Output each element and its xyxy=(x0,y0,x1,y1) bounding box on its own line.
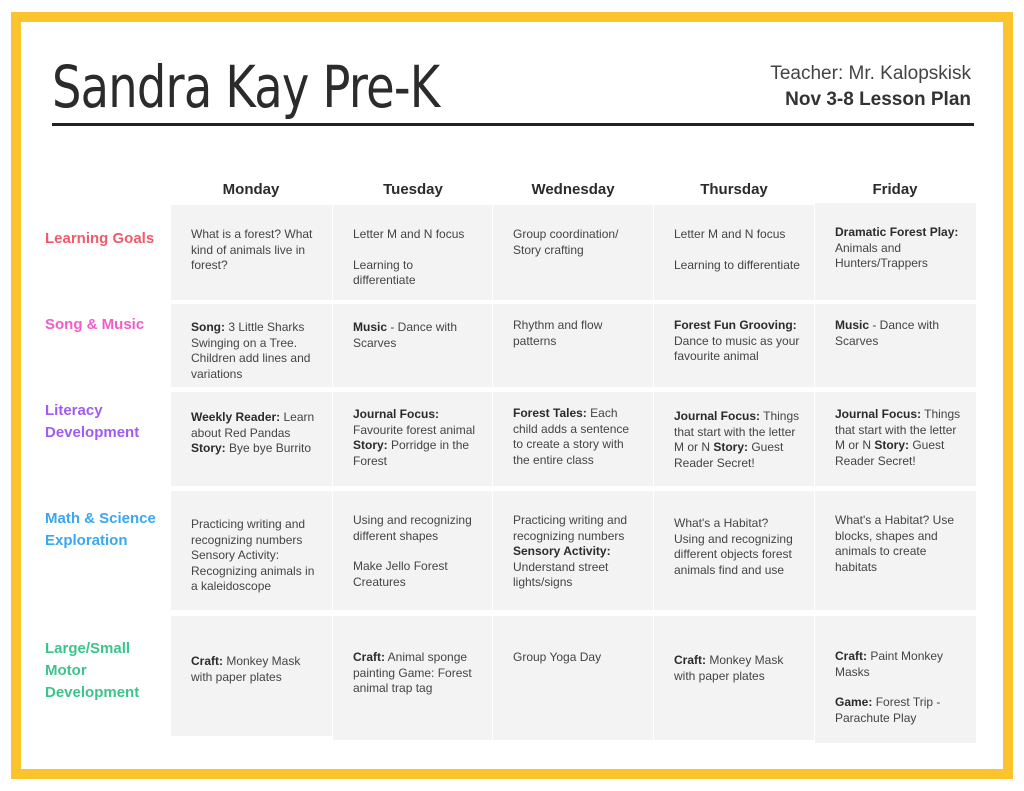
cell-text: Letter M and N focus xyxy=(674,227,786,241)
cell-text: Guest Reader Secret! xyxy=(674,440,784,470)
cell-paragraph xyxy=(191,227,318,274)
cell-text: What's a Habitat? Using and recognizing different objects forest animals find and use xyxy=(674,516,793,577)
cell-bold-label: Craft: xyxy=(674,653,706,667)
day-header-wednesday: Wednesday xyxy=(531,181,615,198)
cell-paragraph xyxy=(674,318,800,365)
row-label-song-music: Song & Music xyxy=(45,316,145,333)
cell-text: Porridge in the Forest xyxy=(353,438,470,468)
cell-math-science-thursday xyxy=(654,491,814,610)
cell-text: Make Jello Forest Creatures xyxy=(353,559,448,589)
cell-paragraph xyxy=(191,517,318,595)
row-label-motor-development: Large/Small Motor Development xyxy=(45,640,140,701)
day-header-friday: Friday xyxy=(872,181,918,198)
cell-bold-label: Song: xyxy=(191,320,225,334)
cell-paragraph xyxy=(353,513,478,544)
teacher-name: Teacher: Mr. Kalopskisk xyxy=(770,63,971,84)
cell-paragraph xyxy=(513,227,639,258)
cell-math-science-tuesday xyxy=(333,491,492,610)
cell-paragraph xyxy=(835,225,962,272)
cell-paragraph xyxy=(835,695,962,726)
cell-paragraph xyxy=(353,227,478,243)
cell-literacy-wednesday xyxy=(493,392,653,486)
cell-bold-label: Forest Fun Grooving: xyxy=(674,318,797,332)
cell-paragraph xyxy=(353,407,478,469)
cell-bold-label: Craft: xyxy=(835,649,867,663)
cell-text: What is a forest? What kind of animals live in forest? xyxy=(191,227,313,272)
cell-song-music-tuesday xyxy=(333,304,492,387)
cell-bold-label: Journal Focus: xyxy=(674,409,761,423)
row-label-learning-goals: Learning Goals xyxy=(45,230,155,247)
cell-motor-tuesday xyxy=(333,616,492,740)
cell-text: Practicing writing and recognizing numbers xyxy=(513,513,628,543)
cell-paragraph xyxy=(191,410,318,457)
cell-motor-friday xyxy=(815,616,976,743)
cell-paragraph xyxy=(674,653,800,684)
cell-paragraph xyxy=(513,650,639,666)
cell-paragraph xyxy=(674,409,800,471)
cell-text: What's a Habitat? Use blocks, shapes and animals to create habitats xyxy=(835,513,955,574)
cell-paragraph xyxy=(353,258,478,289)
cell-paragraph xyxy=(353,650,478,697)
cell-paragraph xyxy=(835,407,962,469)
cell-bold-label: Journal Focus: xyxy=(835,407,922,421)
cell-bold-label: Story: xyxy=(713,440,749,454)
cell-paragraph xyxy=(674,516,800,578)
cell-paragraph xyxy=(513,406,639,468)
cell-song-music-monday xyxy=(171,304,332,387)
cell-text: Learn about Red Pandas xyxy=(191,410,315,440)
cell-text: Group Yoga Day xyxy=(513,650,602,664)
cell-paragraph xyxy=(835,513,962,575)
cell-text: Learning to differentiate xyxy=(674,257,800,272)
cell-motor-thursday xyxy=(654,616,814,740)
cell-bold-label: Craft: xyxy=(353,650,385,664)
cell-paragraph xyxy=(191,654,318,685)
cell-literacy-tuesday xyxy=(333,392,492,486)
page-title: Sandra Kay Pre-K xyxy=(52,53,440,121)
cell-text: - Dance with Scarves xyxy=(353,320,458,350)
cell-text: Group coordination/ Story crafting xyxy=(513,227,619,257)
cell-bold-label: Story: xyxy=(874,438,910,452)
cell-bold-label: Game: xyxy=(835,695,873,709)
cell-text: Letter M and N focus xyxy=(353,227,465,241)
cell-song-music-thursday xyxy=(654,304,814,387)
cell-math-science-wednesday xyxy=(493,491,653,610)
row-label-math-science-exploration: Math & Science Exploration xyxy=(45,510,156,549)
cell-bold-label: Dramatic Forest Play: xyxy=(835,225,959,239)
cell-bold-label: Story: xyxy=(353,438,388,452)
cell-text: Animals and Hunters/Trappers xyxy=(835,240,928,270)
cell-learning-goals-tuesday xyxy=(333,205,492,300)
cell-song-music-wednesday xyxy=(493,304,653,387)
cell-paragraph xyxy=(513,513,639,591)
cell-text: Understand street lights/signs xyxy=(513,559,609,589)
cell-text: Using and recognizing different shapes xyxy=(353,513,472,543)
cell-literacy-thursday xyxy=(654,392,814,486)
cell-text: Dance to music as your favourite animal xyxy=(674,333,800,363)
cell-literacy-monday xyxy=(171,392,332,486)
header-divider xyxy=(52,123,974,126)
cell-paragraph xyxy=(674,258,800,274)
cell-text: Rhythm and flow patterns xyxy=(513,318,603,348)
cell-bold-label: Weekly Reader: xyxy=(191,410,281,424)
cell-text: Guest Reader Secret! xyxy=(835,438,945,468)
cell-text: 3 Little Sharks Swinging on a Tree. Children add lines and variations xyxy=(191,320,311,381)
cell-learning-goals-thursday xyxy=(654,205,814,300)
row-label-literacy-development: Literacy Development xyxy=(45,402,140,441)
cell-motor-wednesday xyxy=(493,616,653,740)
day-header-monday: Monday xyxy=(222,181,280,198)
cell-paragraph xyxy=(353,320,478,351)
cell-bold-label: Forest Tales: xyxy=(513,406,587,420)
cell-bold-label: Story: xyxy=(191,441,226,455)
cell-text: Favourite forest animal xyxy=(353,422,476,437)
cell-text: Each child adds a sentence to create a story with the entire class xyxy=(513,406,630,467)
cell-text: - Dance with Scarves xyxy=(835,318,940,348)
cell-paragraph xyxy=(513,318,639,349)
cell-text: Forest Trip - Parachute Play xyxy=(835,695,941,725)
cell-text: Paint Monkey Masks xyxy=(835,649,944,679)
cell-bold-label: Music xyxy=(353,320,388,334)
cell-paragraph xyxy=(835,318,962,349)
cell-motor-monday xyxy=(171,616,332,736)
cell-paragraph xyxy=(191,320,318,382)
cell-learning-goals-wednesday xyxy=(493,205,653,300)
cell-text: Animal sponge painting Game: Forest animal trap tag xyxy=(353,650,472,695)
cell-paragraph xyxy=(353,559,478,590)
cell-text: Learning to differentiate xyxy=(353,257,416,287)
cell-text: Things that start with the letter M or N xyxy=(835,407,961,452)
lesson-plan-dates: Nov 3-8 Lesson Plan xyxy=(785,89,971,110)
cell-text: Practicing writing and recognizing numbers Sensory Activity: Recognizing animals in a kaleidoscope xyxy=(191,517,315,593)
cell-bold-label: Sensory Activity: xyxy=(513,544,611,558)
cell-song-music-friday xyxy=(815,304,976,387)
day-header-thursday: Thursday xyxy=(700,181,768,198)
cell-paragraph xyxy=(835,649,962,680)
cell-text: Bye bye Burrito xyxy=(225,441,312,455)
cell-learning-goals-friday xyxy=(815,203,976,300)
cell-math-science-friday xyxy=(815,491,976,610)
cell-bold-label: Journal Focus: xyxy=(353,407,440,421)
cell-bold-label: Music xyxy=(835,318,870,332)
cell-math-science-monday xyxy=(171,491,332,610)
cell-learning-goals-monday xyxy=(171,205,332,300)
cell-bold-label: Craft: xyxy=(191,654,223,668)
day-header-tuesday: Tuesday xyxy=(383,181,443,198)
cell-text: Things that start with the letter M or N xyxy=(674,409,800,454)
cell-paragraph xyxy=(674,227,800,243)
cell-literacy-friday xyxy=(815,392,976,486)
cell-text: Monkey Mask with paper plates xyxy=(191,654,301,684)
cell-text: Monkey Mask with paper plates xyxy=(674,653,784,683)
